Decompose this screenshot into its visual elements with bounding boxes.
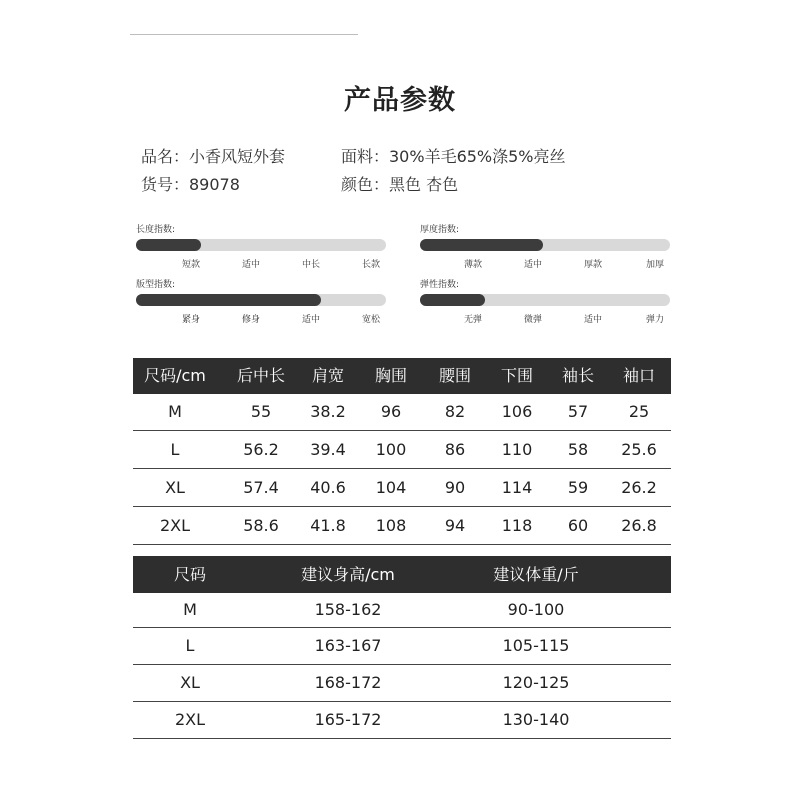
table-cell: 38.2 <box>310 402 346 421</box>
gauge-tick: 长款 <box>361 260 381 270</box>
header-cell: 建议体重/斤 <box>493 565 579 584</box>
table-cell: 25.6 <box>621 440 657 459</box>
table-cell: 130-140 <box>502 710 570 729</box>
gauge-length <box>136 222 386 272</box>
table-cell: 163-167 <box>314 636 382 655</box>
gauge-thickness <box>420 222 670 272</box>
header-cell: 后中长 <box>236 366 286 385</box>
header-cell: 腰围 <box>438 366 472 385</box>
top-divider <box>130 34 358 35</box>
gauge-tick: 宽松 <box>361 315 381 325</box>
product-sku: 货号：89078 <box>141 175 240 194</box>
gauge-label: 厚度指数: <box>420 225 460 235</box>
table-cell: 90 <box>444 478 466 497</box>
table-cell: 118 <box>501 516 533 535</box>
table-cell: 2XL <box>174 710 206 729</box>
table-cell: 90-100 <box>507 600 565 619</box>
table-cell: 96 <box>380 402 402 421</box>
gauge-tick: 无弹 <box>463 315 483 325</box>
table-row <box>133 665 671 702</box>
table-cell: 58 <box>567 440 589 459</box>
gauge-label: 版型指数: <box>136 280 176 290</box>
table-cell: 41.8 <box>310 516 346 535</box>
product-name: 品名：小香风短外套 <box>141 147 286 166</box>
header-cell: 胸围 <box>374 366 408 385</box>
header-cell: 尺码/cm <box>144 366 206 385</box>
table-cell: 2XL <box>159 516 191 535</box>
header-cell: 肩宽 <box>311 366 345 385</box>
gauge-fill <box>420 294 485 306</box>
table-cell: 106 <box>501 402 533 421</box>
table-row <box>133 628 671 665</box>
gauge-tick: 加厚 <box>645 260 665 270</box>
table-cell: 57.4 <box>243 478 279 497</box>
table-cell: 165-172 <box>314 710 382 729</box>
table-cell: 120-125 <box>502 673 570 692</box>
table-cell: 40.6 <box>310 478 346 497</box>
table-cell: 100 <box>375 440 407 459</box>
gauge-track <box>136 294 386 306</box>
gauge-label: 长度指数: <box>136 225 176 235</box>
header-cell: 建议身高/cm <box>301 565 395 584</box>
gauge-tick: 紧身 <box>181 315 201 325</box>
table-row <box>133 469 671 507</box>
table-cell: 105-115 <box>502 636 570 655</box>
header-cell: 尺码 <box>173 565 207 584</box>
gauge-fit <box>136 277 386 327</box>
gauge-label: 弹性指数: <box>420 280 460 290</box>
gauge-elasticity <box>420 277 670 327</box>
table-cell: 57 <box>567 402 589 421</box>
gauge-tick: 适中 <box>583 315 603 325</box>
gauge-tick: 修身 <box>241 315 261 325</box>
gauge-tick: 厚款 <box>583 260 603 270</box>
page-title: 产品参数 <box>344 85 456 116</box>
table-cell: 110 <box>501 440 533 459</box>
table-cell: 86 <box>444 440 466 459</box>
table-cell: 60 <box>567 516 589 535</box>
gauge-tick: 弹力 <box>645 315 665 325</box>
table-row <box>133 507 671 545</box>
gauge-fill <box>136 239 201 251</box>
table-cell: 108 <box>375 516 407 535</box>
gauge-track <box>136 239 386 251</box>
table-cell: 26.2 <box>621 478 657 497</box>
table-row <box>133 593 671 628</box>
table-cell: 168-172 <box>314 673 382 692</box>
gauge-tick: 适中 <box>523 260 543 270</box>
table-cell: 39.4 <box>310 440 346 459</box>
table-row <box>133 431 671 469</box>
gauge-fill <box>136 294 321 306</box>
table-cell: 114 <box>501 478 533 497</box>
gauge-tick: 微弹 <box>523 315 543 325</box>
table-cell: M <box>183 600 197 619</box>
gauge-tick: 适中 <box>301 315 321 325</box>
gauge-tick: 中长 <box>301 260 321 270</box>
table-cell: 59 <box>567 478 589 497</box>
table-cell: 94 <box>444 516 466 535</box>
gauge-tick: 薄款 <box>463 260 483 270</box>
gauge-track <box>420 294 670 306</box>
product-fabric: 面料：30%羊毛65%涤5%亮丝 <box>341 147 566 166</box>
fit-table-header <box>133 556 671 593</box>
gauge-fill <box>420 239 543 251</box>
table-cell: M <box>168 402 182 421</box>
header-cell: 袖长 <box>561 366 595 385</box>
table-row <box>133 394 671 431</box>
table-cell: 158-162 <box>314 600 382 619</box>
table-cell: XL <box>180 673 200 692</box>
table-cell: 26.8 <box>621 516 657 535</box>
table-cell: 82 <box>444 402 466 421</box>
table-cell: 56.2 <box>243 440 279 459</box>
fit-table <box>133 556 671 739</box>
table-cell: XL <box>165 478 185 497</box>
table-row <box>133 702 671 739</box>
gauge-tick: 适中 <box>241 260 261 270</box>
table-cell: 104 <box>375 478 407 497</box>
table-cell: L <box>170 440 180 459</box>
gauge-tick: 短款 <box>181 260 201 270</box>
table-cell: 55 <box>250 402 272 421</box>
size-table-header <box>133 358 671 394</box>
header-cell: 袖口 <box>622 366 656 385</box>
table-cell: 58.6 <box>243 516 279 535</box>
header-cell: 下围 <box>500 366 534 385</box>
product-color: 颜色：黑色 杏色 <box>341 175 459 194</box>
size-table <box>133 358 671 545</box>
gauge-track <box>420 239 670 251</box>
table-cell: L <box>185 636 195 655</box>
table-cell: 25 <box>628 402 650 421</box>
